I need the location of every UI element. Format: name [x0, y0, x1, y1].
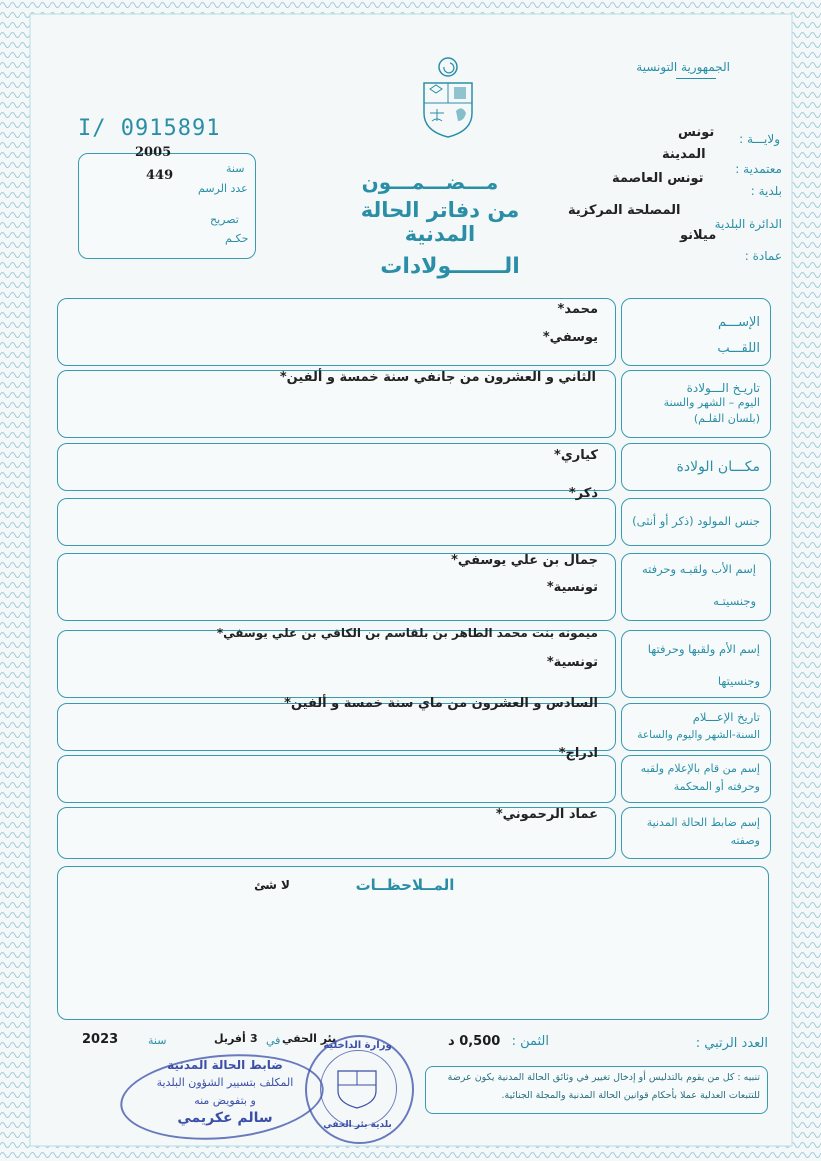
- imada-label: عمادة :: [744, 249, 782, 263]
- officer-label-box: [621, 807, 771, 859]
- judgment-label: حكـم: [225, 232, 249, 245]
- section-title: الـــــــولادات: [380, 254, 520, 279]
- gender-label: جنس المولود (ذكر أو أنثى): [632, 514, 760, 528]
- notice-line-1: تنبيه : كل من يقوم بالتدليس أو إدخال تغيير في وثائق الحالة المدنية يكون عرضة: [447, 1072, 760, 1083]
- year-value: 2005: [135, 145, 172, 160]
- birth-place-label: مكـــان الولادة: [676, 459, 760, 475]
- seal-text-bottom: بلدية بئر الحفي: [323, 1120, 392, 1130]
- declaration-date-label: تاريخ الإعـــلام: [692, 710, 760, 724]
- officer-label: إسم ضابط الحالة المدنية: [646, 816, 760, 829]
- first-name-value: محمد*: [557, 302, 598, 317]
- place-value: بئر الحفي: [282, 1032, 337, 1045]
- year-label: سنة: [226, 162, 245, 175]
- baladiya-value: تونس العاصمة: [612, 171, 704, 186]
- mother-value: ميمونه بنت محمد الطاهر بن بلقاسم بن الكافي بن علي يوسفي*: [216, 626, 598, 640]
- serial-number: I/ 0915891: [78, 116, 221, 141]
- signature-line-3: و بتفويض منه: [194, 1094, 256, 1107]
- price-label: الثمن :: [511, 1034, 549, 1049]
- declarant-value-box: [57, 755, 616, 803]
- month-value: أفريل: [214, 1032, 246, 1045]
- remarks-title: المــلاحظــات: [355, 876, 455, 894]
- declarant-value: ادراج*: [558, 746, 598, 761]
- declarant-sublabel: وحرفته أو المحكمة: [673, 780, 760, 793]
- divider: [676, 78, 716, 79]
- seal-text-top: وزارة الداخلية: [323, 1040, 392, 1051]
- document-title: من دفاتر الحالة المدنية: [360, 198, 520, 246]
- father-nationality-value: تونسية*: [546, 580, 598, 595]
- serial-label: العدد الرتبي :: [695, 1036, 768, 1051]
- signature-title: ضابط الحالة المدنية: [167, 1058, 283, 1072]
- officer-value: عماد الرحموني*: [495, 807, 598, 822]
- signature-name: سالم عكريمي: [177, 1110, 273, 1126]
- act-number-value: 449: [146, 168, 174, 183]
- birth-date-note: (بلسان القلـم): [693, 412, 760, 425]
- mutamadiya-value: المدينة: [662, 147, 706, 162]
- officer-sublabel: وصفته: [730, 834, 760, 847]
- wilaya-label: ولايـــة :: [739, 132, 780, 146]
- republic-label: الجمهورية التونسية: [636, 60, 730, 74]
- birth-date-sublabel: اليوم – الشهر والسنة: [663, 396, 760, 409]
- remarks-value: لا شئ: [254, 878, 290, 892]
- birth-date-label: تاريـخ الـــولادة: [686, 381, 760, 395]
- declaration-date-value: السادس و العشرون من ماي سنة خمسة و ألفين*: [284, 696, 598, 711]
- imada-value: ميلانو: [680, 228, 717, 243]
- father-value: جمال بن علي يوسفي*: [451, 553, 598, 568]
- declarant-label: إسم من قام بالإعلام ولقبه: [640, 762, 760, 775]
- year-footer-label: سنة: [148, 1034, 167, 1047]
- father-label: إسم الأب ولقبـه وحرفته: [641, 562, 756, 576]
- mother-nationality-value: تونسية*: [546, 655, 598, 670]
- declaration-label: تصريح: [210, 213, 239, 226]
- birth-date-value: الثاني و العشرون من جانفي سنة خمسة و ألفين*: [279, 370, 596, 385]
- mutamadiya-label: معتمدية :: [735, 162, 782, 176]
- declaration-date-sublabel: السنة-الشهر واليوم والساعة: [637, 729, 760, 741]
- daira-label: الدائرة البلدية: [714, 217, 782, 231]
- price-value: 0,500 د: [448, 1034, 501, 1049]
- notice-line-2: للتتبعات العدلية عملا بأحكام قوانين الحالة المدنية والمجلة الجنائية.: [501, 1090, 760, 1101]
- father-nationality-label: وجنسيتـه: [713, 594, 756, 608]
- mother-label: إسم الأم ولقبها وحرفتها: [647, 642, 760, 656]
- act-number-label: عدد الرسم: [198, 182, 248, 195]
- wilaya-value: تونس: [678, 125, 715, 140]
- signature-line-2: المكلف بتسيير الشؤون البلدية: [156, 1076, 294, 1089]
- gender-value: ذكر*: [568, 486, 598, 501]
- gender-value-box: [57, 498, 616, 546]
- surname-label: اللقـــب: [717, 341, 760, 356]
- in-label: في: [266, 1034, 281, 1047]
- coat-of-arms-icon: [418, 55, 478, 140]
- document-title-top: مـــضـــمـــون: [361, 170, 499, 194]
- baladiya-label: بلدية :: [750, 184, 782, 198]
- surname-value: يوسفي*: [542, 330, 598, 345]
- daira-value: المصلحة المركزية: [568, 203, 681, 218]
- birth-place-value: كياري*: [554, 448, 598, 463]
- year-footer-value: 2023: [82, 1032, 119, 1047]
- mother-nationality-label: وجنسيتها: [717, 674, 760, 688]
- day-value: 3: [250, 1032, 258, 1045]
- seal-emblem-icon: [330, 1065, 385, 1110]
- first-name-label: الإســـم: [718, 315, 760, 330]
